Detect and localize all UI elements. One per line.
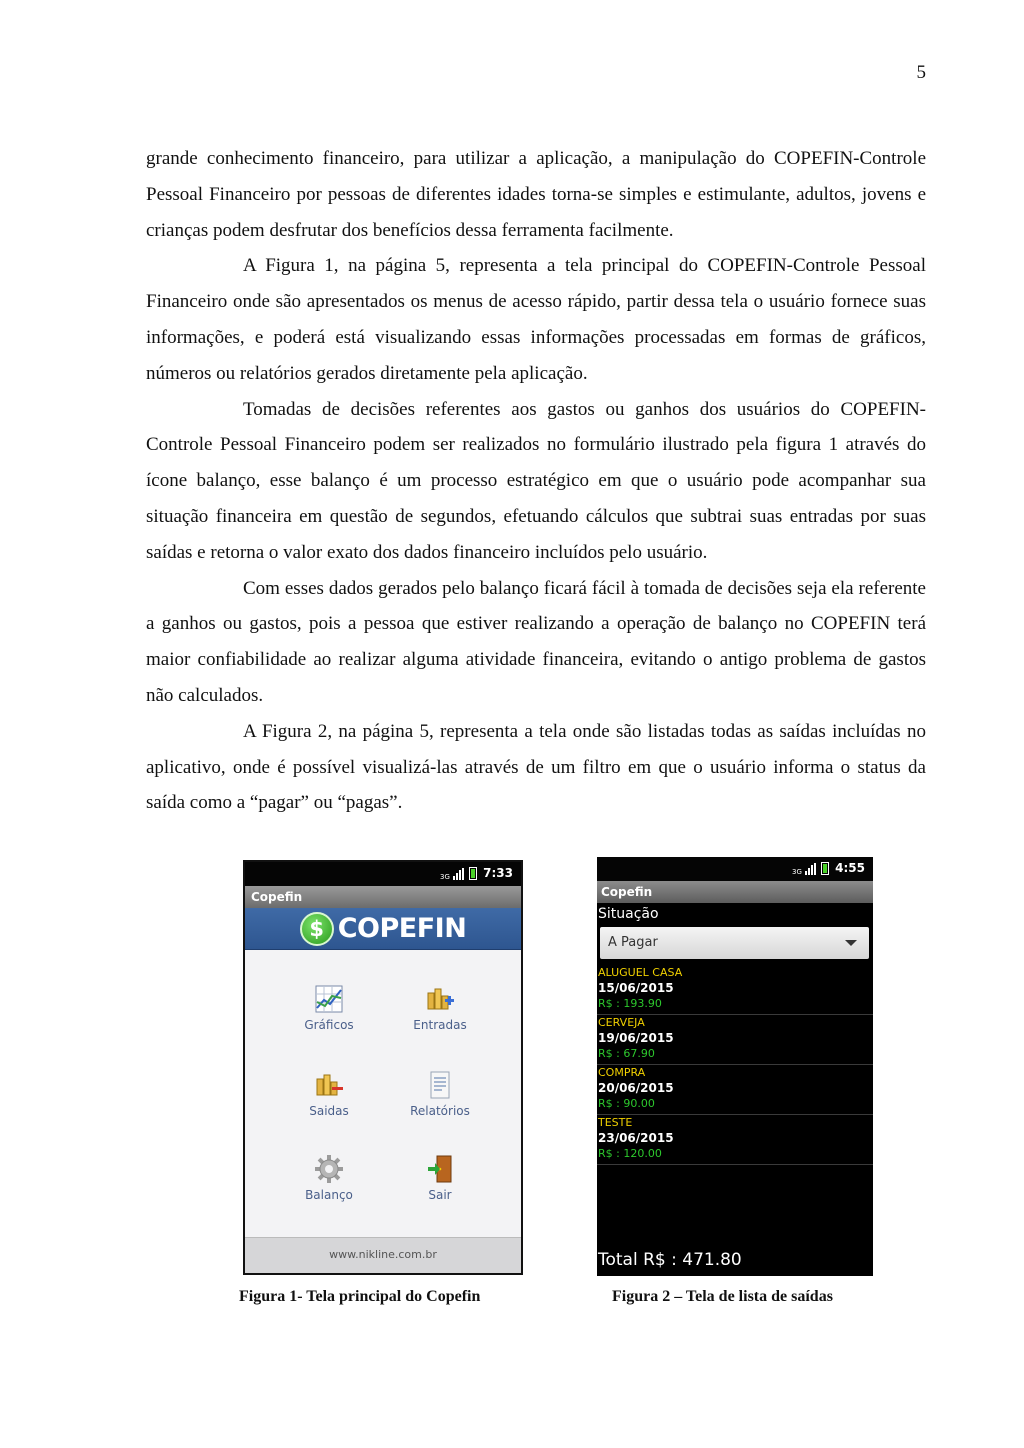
menu-label: Relatórios bbox=[410, 1104, 470, 1118]
paragraph-2: A Figura 1, na página 5, representa a tela principal do COPEFIN-Controle Pessoal Financeiro onde são apresentados os menus de acesso rápido, partir dessa tela o usuário fornece suas informações, e poderá está visualizando essas informações processadas em formas de gráficos, números ou relatórios gerados diretamente pela aplicação. bbox=[146, 255, 926, 384]
paragraph-4: Com esses dados gerados pelo balanço ficará fácil à tomada de decisões seja ela referente a ganhos ou gastos, pois a pessoa que estiver realizando a operação de balanço no COPEFIN terá maior confiabilidade ao realizar alguma atividade financeira, evitando o antigo problema de gastos não calculados. bbox=[146, 577, 926, 706]
exit-door-icon bbox=[425, 1154, 455, 1184]
status-filter-value: A Pagar bbox=[608, 935, 658, 950]
item-value: R$ : 90.00 bbox=[598, 1097, 655, 1110]
list-item[interactable] bbox=[597, 1065, 873, 1115]
item-date: 23/06/2015 bbox=[598, 1131, 674, 1145]
network-icon: 3G bbox=[440, 873, 450, 881]
network-icon: 3G bbox=[792, 868, 802, 876]
battery-icon bbox=[821, 862, 829, 875]
status-time: 4:55 bbox=[835, 861, 865, 875]
battery-icon bbox=[469, 867, 477, 880]
page-number: 5 bbox=[916, 62, 926, 83]
footer-url: www.nikline.com.br bbox=[245, 1237, 521, 1273]
item-name: CERVEJA bbox=[598, 1016, 645, 1029]
menu-label: Entradas bbox=[413, 1018, 467, 1032]
total-value: Total R$ : 471.80 bbox=[598, 1250, 742, 1270]
signal-icon bbox=[805, 863, 816, 875]
list-item[interactable] bbox=[597, 1015, 873, 1065]
item-value: R$ : 120.00 bbox=[598, 1147, 662, 1160]
app-title: Copefin bbox=[245, 886, 521, 908]
figure-2-caption: Figura 2 – Tela de lista de saídas bbox=[612, 1288, 833, 1305]
status-filter-select[interactable] bbox=[600, 927, 869, 959]
menu-item-saidas[interactable] bbox=[274, 1070, 384, 1118]
signal-icon bbox=[453, 868, 464, 880]
menu-item-balanco[interactable] bbox=[274, 1154, 384, 1202]
coins-remove-icon bbox=[314, 1070, 344, 1100]
report-icon bbox=[425, 1070, 455, 1100]
gear-icon bbox=[314, 1154, 344, 1184]
item-name: COMPRA bbox=[598, 1066, 646, 1079]
item-date: 19/06/2015 bbox=[598, 1031, 674, 1045]
item-name: ALUGUEL CASA bbox=[598, 966, 683, 979]
item-value: R$ : 193.90 bbox=[598, 997, 662, 1010]
list-item[interactable] bbox=[597, 965, 873, 1015]
menu-item-entradas[interactable] bbox=[385, 984, 495, 1032]
chevron-down-icon bbox=[845, 940, 857, 946]
coins-add-icon bbox=[425, 984, 455, 1014]
banner-text: COPEFIN bbox=[337, 913, 467, 944]
menu-item-sair[interactable] bbox=[385, 1154, 495, 1202]
item-name: TESTE bbox=[598, 1116, 633, 1129]
app-title: Copefin bbox=[597, 881, 873, 903]
status-bar bbox=[597, 857, 873, 881]
menu-item-graficos[interactable] bbox=[274, 984, 384, 1032]
item-date: 20/06/2015 bbox=[598, 1081, 674, 1095]
status-bar bbox=[245, 862, 521, 886]
status-time: 7:33 bbox=[483, 866, 513, 880]
paragraph-3: Tomadas de decisões referentes aos gastos ou ganhos dos usuários do COPEFIN-Controle Pessoal Financeiro podem ser realizados no formulário ilustrado pela figura 1 através do ícone balanço, esse balanço é um processo estratégico em que o usuário pode acompanhar sua situação financeira em questão de segundos, efetuando cálculos que subtrai suas entradas por suas saídas e retorna o valor exato dos dados financeiro incluídos pelo usuário. bbox=[146, 398, 926, 563]
figure-2-screenshot bbox=[597, 857, 873, 1276]
figure-1-caption: Figura 1- Tela principal do Copefin bbox=[239, 1288, 481, 1305]
menu-item-relatorios[interactable] bbox=[385, 1070, 495, 1118]
app-banner bbox=[245, 908, 521, 950]
filter-label: Situação bbox=[598, 906, 659, 922]
dollar-icon: $ bbox=[300, 912, 334, 946]
menu-label: Balanço bbox=[305, 1188, 353, 1202]
chart-icon bbox=[314, 984, 344, 1014]
paragraph-1: grande conhecimento financeiro, para utilizar a aplicação, a manipulação do COPEFIN-Controle Pessoal Financeiro por pessoas de diferentes idades torna-se simples e estimulante, adultos, jovens e crianças podem desfrutar dos benefícios dessa ferramenta facilmente. bbox=[146, 148, 926, 241]
menu-label: Sair bbox=[428, 1188, 452, 1202]
menu-label: Saidas bbox=[309, 1104, 349, 1118]
figure-1-screenshot bbox=[243, 860, 523, 1275]
expense-list bbox=[597, 965, 873, 1165]
item-date: 15/06/2015 bbox=[598, 981, 674, 995]
body-text bbox=[146, 141, 926, 821]
paragraph-5: A Figura 2, na página 5, representa a tela onde são listadas todas as saídas incluídas no aplicativo, onde é possível visualizá-las através de um filtro em que o usuário informa o status da saída como a “pagar” ou “pagas”. bbox=[146, 720, 926, 814]
menu-label: Gráficos bbox=[304, 1018, 354, 1032]
item-value: R$ : 67.90 bbox=[598, 1047, 655, 1060]
list-item[interactable] bbox=[597, 1115, 873, 1165]
